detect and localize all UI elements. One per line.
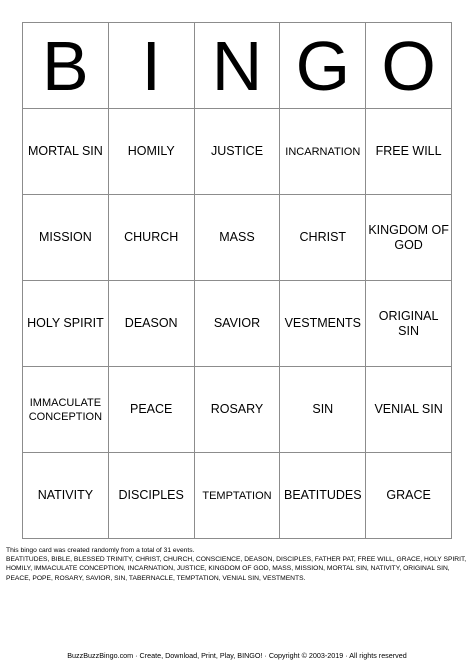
header-letter-g: G bbox=[280, 23, 366, 109]
bingo-cell: GRACE bbox=[366, 453, 452, 539]
bingo-cell: JUSTICE bbox=[194, 109, 280, 195]
header-letter-n: N bbox=[194, 23, 280, 109]
bingo-cell: CHRIST bbox=[280, 195, 366, 281]
bingo-cell: SIN bbox=[280, 367, 366, 453]
bingo-row-2 bbox=[23, 195, 452, 281]
bingo-cell: MISSION bbox=[23, 195, 109, 281]
bingo-cell: MASS bbox=[194, 195, 280, 281]
bingo-row-4 bbox=[23, 367, 452, 453]
bingo-cell: CHURCH bbox=[108, 195, 194, 281]
bingo-cell: IMMACULATE CONCEPTION bbox=[23, 367, 109, 453]
bingo-cell: MORTAL SIN bbox=[23, 109, 109, 195]
bingo-cell: TEMPTATION bbox=[194, 453, 280, 539]
bingo-cell: NATIVITY bbox=[23, 453, 109, 539]
bingo-cell: SAVIOR bbox=[194, 281, 280, 367]
bingo-cell: ROSARY bbox=[194, 367, 280, 453]
bingo-cell: FREE WILL bbox=[366, 109, 452, 195]
header-letter-b: B bbox=[23, 23, 109, 109]
bingo-cell: KINGDOM OF GOD bbox=[366, 195, 452, 281]
card-info bbox=[6, 546, 468, 583]
bingo-cell: HOMILY bbox=[108, 109, 194, 195]
bingo-cell: VESTMENTS bbox=[280, 281, 366, 367]
bingo-cell: INCARNATION bbox=[280, 109, 366, 195]
page-footer: BuzzBuzzBingo.com · Create, Download, Print, Play, BINGO! · Copyright © 2003-2019 · All rights reserved bbox=[67, 651, 407, 660]
bingo-cell: VENIAL SIN bbox=[366, 367, 452, 453]
header-letter-i: I bbox=[108, 23, 194, 109]
bingo-cell: ORIGINAL SIN bbox=[366, 281, 452, 367]
bingo-cell: BEATITUDES bbox=[280, 453, 366, 539]
bingo-row-3 bbox=[23, 281, 452, 367]
bingo-cell: DEASON bbox=[108, 281, 194, 367]
header-letter-o: O bbox=[366, 23, 452, 109]
bingo-row-5 bbox=[23, 453, 452, 539]
bingo-cell: PEACE bbox=[108, 367, 194, 453]
created-note: This bingo card was created randomly from a total of 31 events. bbox=[6, 547, 195, 554]
bingo-cell: DISCIPLES bbox=[108, 453, 194, 539]
bingo-card bbox=[22, 22, 452, 539]
bingo-header-row bbox=[23, 23, 452, 109]
bingo-cell: HOLY SPIRIT bbox=[23, 281, 109, 367]
bingo-row-1 bbox=[23, 109, 452, 195]
event-list: BEATITUDES, BIBLE, BLESSED TRINITY, CHRIST, CHURCH, CONSCIENCE, DEASON, DISCIPLES, FATHER PAT, FREE WILL, GRACE, HOLY SPIRIT, HOMILY, IMMACULATE CONCEPTION, INCARNATION, JUSTICE, KINGDOM OF GOD, MASS, MISSION, MORTAL SIN, NATIVITY, ORIGINAL SIN, PEACE, POPE, ROSARY, SAVIOR, SIN, TABERNACLE, TEMPTATION, VENIAL SIN, VESTMENTS. bbox=[6, 556, 467, 582]
